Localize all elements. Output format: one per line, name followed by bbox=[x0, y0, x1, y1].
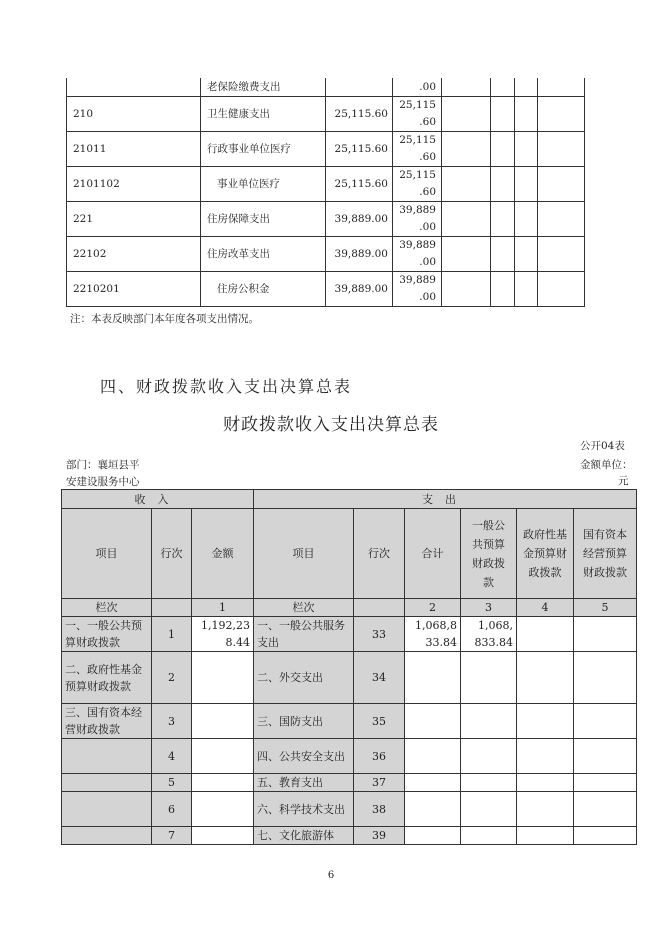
table-row: 三、国有资本经营财政拨款 3 三、国防支出 35 bbox=[62, 704, 637, 739]
index-row: 栏次 1 栏次 2 3 4 5 bbox=[62, 599, 637, 617]
unit-label: 金额单位： bbox=[580, 459, 633, 471]
header-row bbox=[62, 490, 637, 509]
page-number: 6 bbox=[327, 870, 335, 881]
table-title: 财政拨款收入支出决算总表 bbox=[223, 415, 439, 435]
table-row: 2101102 事业单位医疗 25,115.60 25,115 .60 bbox=[67, 167, 585, 202]
unit-value: 元 bbox=[618, 475, 629, 487]
expenditure-table bbox=[66, 78, 585, 307]
table-row: 5 五、教育支出 37 bbox=[62, 774, 637, 792]
table-row: 221 住房保障支出 39,889.00 39,889 .00 bbox=[67, 202, 585, 237]
table-row: 210 卫生健康支出 25,115.60 25,115 .60 bbox=[67, 97, 585, 132]
table-row: 二、政府性基金预算财政拨款 2 二、外交支出 34 bbox=[62, 652, 637, 704]
table-row: 21011 行政事业单位医疗 25,115.60 25,115 .60 bbox=[67, 132, 585, 167]
column-header-row: 项目 行次 金额 项目 行次 合计 一般公共预算财政拨款 政府性基金预算财政拨款 国有资本经营预算财政拨款 bbox=[62, 509, 637, 599]
table-row: 2210201 住房公积金 39,889.00 39,889 .00 bbox=[67, 272, 585, 307]
income-header: 收入 bbox=[62, 490, 254, 509]
table-note: 注：本表反映部门本年度各项支出情况。 bbox=[70, 313, 259, 325]
table-row: 老保险缴费支出 .00 bbox=[67, 78, 585, 97]
table-row: 6 六、科学技术支出 38 bbox=[62, 792, 637, 827]
table-row: 22102 住房改革支出 39,889.00 39,889 .00 bbox=[67, 237, 585, 272]
department-label: 部门：襄垣县平 安建设服务中心 bbox=[66, 459, 140, 488]
fiscal-summary-table bbox=[61, 489, 637, 845]
expense-header: 支出 bbox=[254, 490, 637, 509]
form-number: 公开04表 bbox=[580, 440, 625, 452]
section-heading: 四、财政拨款收入支出决算总表 bbox=[100, 377, 353, 396]
table-row: 7 七、文化旅游体 39 bbox=[62, 827, 637, 845]
table-row: 一、一般公共预算财政拨款 1 1,192,23 8.44 一、一般公共服务支出 33 1,068,8 33.84 1,068, 833.84 bbox=[62, 617, 637, 652]
table-row: 4 四、公共安全支出 36 bbox=[62, 739, 637, 774]
